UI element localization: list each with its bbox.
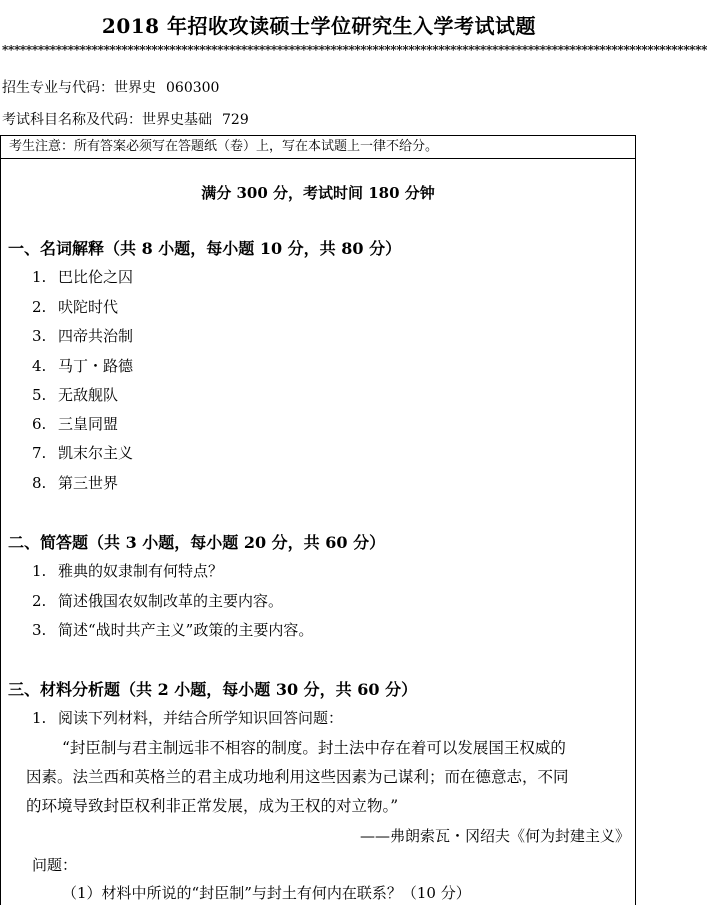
quote-line: “封臣制与君主制远非不相容的制度。封土法中存在着可以发展国王权威的 <box>62 739 566 757</box>
list-item <box>32 560 223 581</box>
item-text: 马丁・路德 <box>58 357 134 375</box>
subject-code: 729 <box>222 112 249 128</box>
item-text: 三皇同盟 <box>58 415 119 433</box>
item-text: 巴比伦之囚 <box>58 268 134 286</box>
subject-line <box>2 109 249 129</box>
section1-heading: 一、名词解释（共 8 小题，每小题 10 分，共 80 分） <box>8 239 402 258</box>
item-number: 3. <box>32 621 47 639</box>
list-item <box>32 413 118 434</box>
list-item <box>32 384 118 405</box>
item-number: 7. <box>32 444 47 462</box>
list-item <box>32 325 133 346</box>
item-text: 第三世界 <box>58 474 119 492</box>
item-number: 1. <box>32 709 47 727</box>
item-number: 1. <box>32 562 47 580</box>
list-item <box>32 442 133 463</box>
item-text: 简述“战时共产主义”政策的主要内容。 <box>58 621 314 639</box>
major-code: 060300 <box>166 80 220 96</box>
quote-line: 的环境导致封臣权利非正常发展，成为王权的对立物。” <box>26 797 399 815</box>
list-item <box>32 619 313 640</box>
item-text: 阅读下列材料，并结合所学知识回答问题： <box>58 709 344 727</box>
exam-notice: 考生注意：所有答案必须写在答题纸（卷）上，写在本试题上一律不给分。 <box>1 136 635 159</box>
list-item <box>32 472 118 493</box>
item-number: 2. <box>32 298 47 316</box>
sub-question: （1）材料中所说的“封臣制”与封土有何内在联系？（10 分） <box>62 884 471 902</box>
subject-label: 考试科目名称及代码：世界史基础 <box>2 112 212 128</box>
item-number: 5. <box>32 386 47 404</box>
item-number: 2. <box>32 592 47 610</box>
list-item <box>32 266 133 287</box>
item-text: 四帝共治制 <box>58 327 134 345</box>
item-text: 雅典的奴隶制有何特点？ <box>58 562 224 580</box>
quote-line: 因素。法兰西和英格兰的君主成功地利用这些因素为己谋利；而在德意志，不同 <box>26 768 569 786</box>
section3-heading: 三、材料分析题（共 2 小题，每小题 30 分，共 60 分） <box>8 680 418 699</box>
item-number: 4. <box>32 357 47 375</box>
list-item <box>32 590 283 611</box>
item-number: 6. <box>32 415 47 433</box>
exam-title: 2018 年招收攻读硕士学位研究生入学考试试题 <box>101 14 537 38</box>
list-item <box>32 355 133 376</box>
item-number: 1. <box>32 268 47 286</box>
question-1 <box>32 707 343 728</box>
score-line: 满分 300 分，考试时间 180 分钟 <box>201 184 435 202</box>
major-line <box>2 77 219 97</box>
section2-heading: 二、简答题（共 3 小题，每小题 20 分，共 60 分） <box>8 533 386 552</box>
quote-paragraph <box>26 734 630 821</box>
item-number: 3. <box>32 327 47 345</box>
question-label: 问题： <box>32 856 78 874</box>
quote-source: ——弗朗索瓦・冈绍夫《何为封建主义》 <box>359 827 630 845</box>
item-text: 无敌舰队 <box>58 386 119 404</box>
item-text: 凯末尔主义 <box>58 444 134 462</box>
major-label: 招生专业与代码：世界史 <box>2 80 156 96</box>
item-number: 8. <box>32 474 47 492</box>
separator-stars: ********************************************************************************************************************** <box>2 43 707 57</box>
list-item <box>32 296 118 317</box>
item-text: 简述俄国农奴制改革的主要内容。 <box>58 592 284 610</box>
item-text: 吠陀时代 <box>58 298 119 316</box>
